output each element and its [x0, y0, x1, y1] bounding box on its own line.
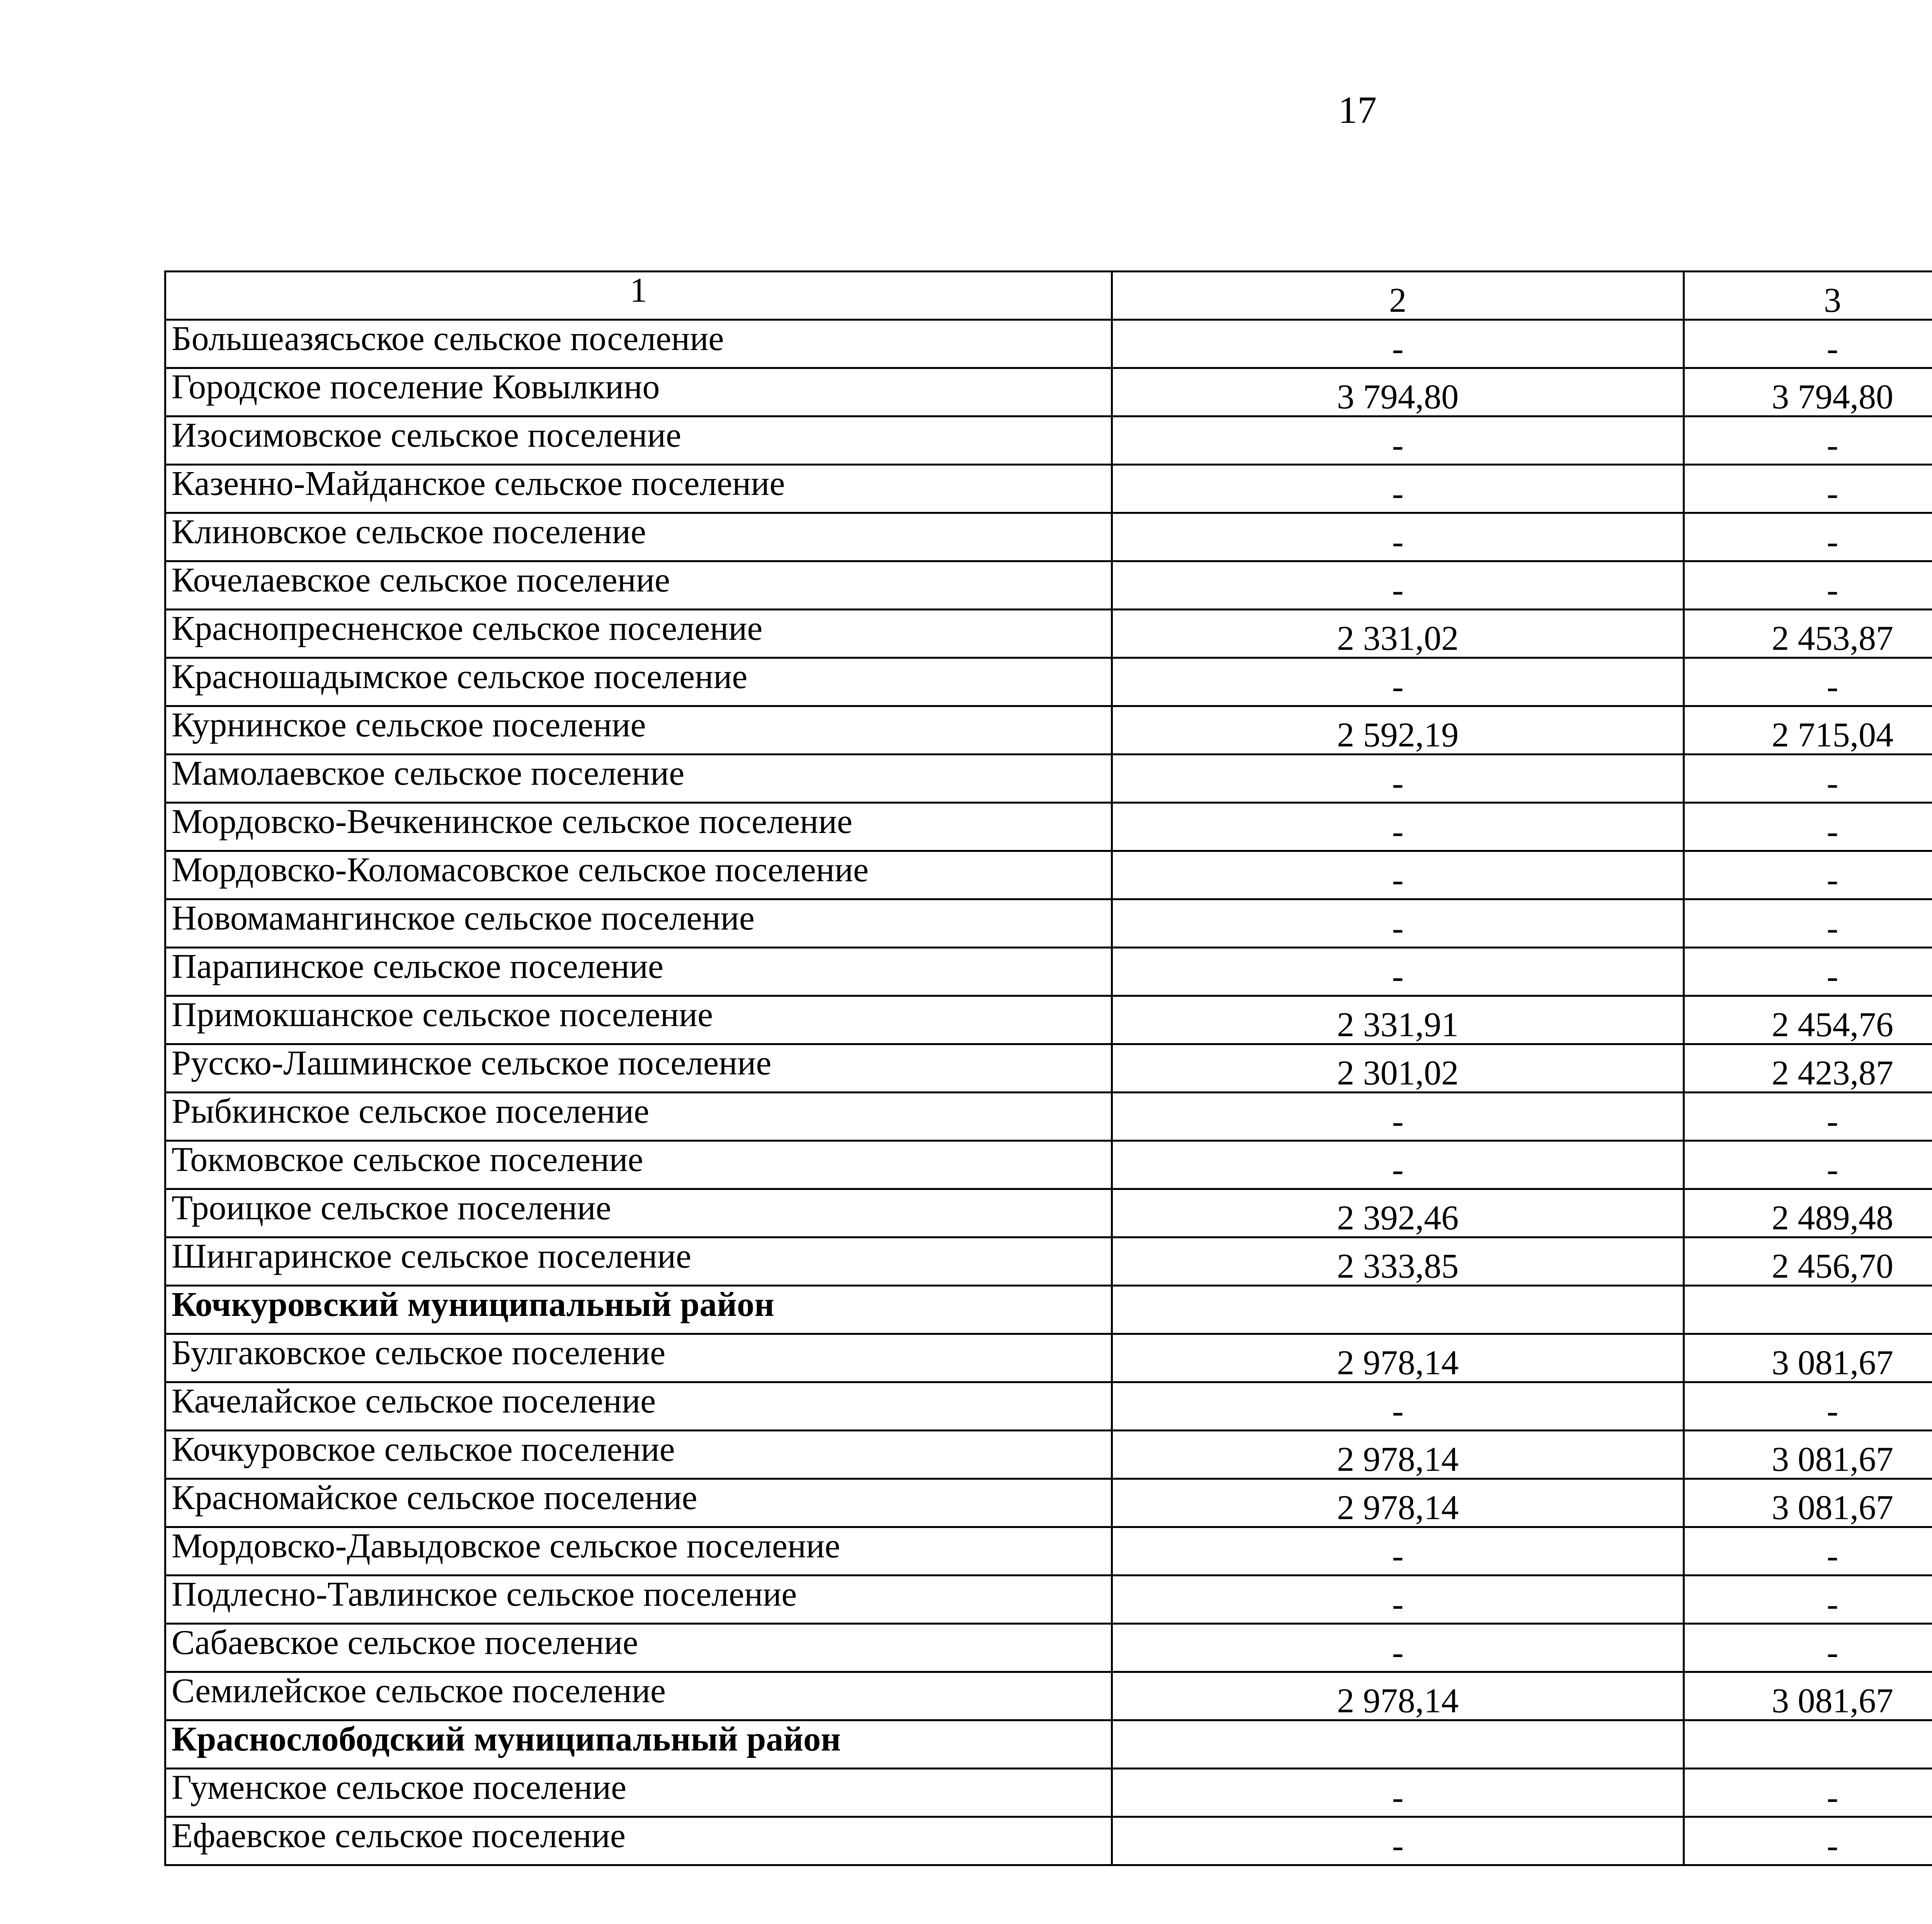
value-cell-col-2: - — [1112, 1382, 1684, 1431]
value-cell-col-3: 2 423,87 — [1684, 1044, 1932, 1093]
table-row — [165, 465, 1932, 513]
value-cell-col-3: 3 081,67 — [1684, 1479, 1932, 1527]
table-row — [165, 1189, 1932, 1237]
value-cell-col-2: - — [1112, 561, 1684, 610]
value-cell-col-3: - — [1684, 658, 1932, 706]
value-cell-col-3: 3 794,80 — [1684, 368, 1932, 416]
value-cell-col-3: - — [1684, 1527, 1932, 1576]
value-cell-col-2: 2 978,14 — [1112, 1431, 1684, 1479]
settlement-name-cell: Казенно-Майданское сельское поселение — [165, 465, 1112, 513]
value-cell-col-3: - — [1684, 851, 1932, 899]
value-cell-col-2: - — [1112, 465, 1684, 513]
settlement-name-cell: Булгаковское сельское поселение — [165, 1334, 1112, 1382]
settlement-name-cell: Мамолаевское сельское поселение — [165, 755, 1112, 803]
value-cell-col-2 — [1112, 1720, 1684, 1769]
settlement-name-cell: Рыбкинское сельское поселение — [165, 1093, 1112, 1141]
settlement-name-cell: Кочкуровское сельское поселение — [165, 1431, 1112, 1479]
value-cell-col-2: - — [1112, 1527, 1684, 1576]
value-cell-col-3: 2 489,48 — [1684, 1189, 1932, 1237]
table-row — [165, 1624, 1932, 1672]
table-row — [165, 1769, 1932, 1817]
value-cell-col-2: - — [1112, 851, 1684, 899]
value-cell-col-3: - — [1684, 1817, 1932, 1865]
value-cell-col-2: - — [1112, 320, 1684, 368]
table-row — [165, 899, 1932, 948]
table-row — [165, 610, 1932, 658]
table-row — [165, 1334, 1932, 1382]
settlement-name-cell: Красношадымское сельское поселение — [165, 658, 1112, 706]
value-cell-col-3: 2 715,04 — [1684, 706, 1932, 755]
table-row — [165, 368, 1932, 416]
data-table — [164, 270, 1932, 1866]
settlement-name-cell: Примокшанское сельское поселение — [165, 996, 1112, 1044]
settlement-name-cell: Подлесно-Тавлинское сельское поселение — [165, 1576, 1112, 1624]
table-row — [165, 1382, 1932, 1431]
value-cell-col-2: - — [1112, 1624, 1684, 1672]
table-row — [165, 1576, 1932, 1624]
value-cell-col-3: - — [1684, 948, 1932, 996]
table-row — [165, 320, 1932, 368]
value-cell-col-3: - — [1684, 899, 1932, 948]
page-number: 17 — [1338, 88, 1377, 131]
settlement-name-cell: Городское поселение Ковылкино — [165, 368, 1112, 416]
value-cell-col-3: - — [1684, 1769, 1932, 1817]
value-cell-col-2: - — [1112, 1576, 1684, 1624]
value-cell-col-3: - — [1684, 513, 1932, 561]
header-cell-3: 3 — [1684, 272, 1932, 320]
settlement-name-cell: Кочкуровский муниципальный район — [165, 1286, 1112, 1334]
header-cell-2: 2 — [1112, 272, 1684, 320]
settlement-name-cell: Семилейское сельское поселение — [165, 1672, 1112, 1720]
settlement-name-cell: Мордовско-Вечкенинское сельское поселение — [165, 803, 1112, 851]
table-row — [165, 1817, 1932, 1865]
value-cell-col-2: - — [1112, 948, 1684, 996]
value-cell-col-3: - — [1684, 416, 1932, 465]
settlement-name-cell: Троицкое сельское поселение — [165, 1189, 1112, 1237]
settlement-name-cell: Красномайское сельское поселение — [165, 1479, 1112, 1527]
value-cell-col-2: - — [1112, 755, 1684, 803]
table-row — [165, 513, 1932, 561]
table-row — [165, 996, 1932, 1044]
table-header-row — [165, 272, 1932, 320]
table-row — [165, 1527, 1932, 1576]
settlement-name-cell: Мордовско-Давыдовское сельское поселение — [165, 1527, 1112, 1576]
table-row — [165, 948, 1932, 996]
settlement-name-cell: Парапинское сельское поселение — [165, 948, 1112, 996]
settlement-name-cell: Большеазясьское сельское поселение — [165, 320, 1112, 368]
value-cell-col-2: - — [1112, 1093, 1684, 1141]
value-cell-col-2: - — [1112, 416, 1684, 465]
value-cell-col-2: 2 333,85 — [1112, 1237, 1684, 1286]
value-cell-col-2: 3 794,80 — [1112, 368, 1684, 416]
value-cell-col-2: 2 301,02 — [1112, 1044, 1684, 1093]
settlement-name-cell: Краснослободский муниципальный район — [165, 1720, 1112, 1769]
value-cell-col-3: - — [1684, 465, 1932, 513]
value-cell-col-3: 3 081,67 — [1684, 1672, 1932, 1720]
settlement-name-cell: Изосимовское сельское поселение — [165, 416, 1112, 465]
value-cell-col-2 — [1112, 1286, 1684, 1334]
settlement-name-cell: Русско-Лашминское сельское поселение — [165, 1044, 1112, 1093]
table-row — [165, 1141, 1932, 1189]
value-cell-col-2: 2 331,91 — [1112, 996, 1684, 1044]
value-cell-col-3: - — [1684, 755, 1932, 803]
table-row — [165, 755, 1932, 803]
settlement-name-cell: Краснопресненское сельское поселение — [165, 610, 1112, 658]
value-cell-col-2: 2 978,14 — [1112, 1672, 1684, 1720]
table-row — [165, 1431, 1932, 1479]
value-cell-col-2: 2 331,02 — [1112, 610, 1684, 658]
value-cell-col-3: 3 081,67 — [1684, 1334, 1932, 1382]
value-cell-col-2: - — [1112, 899, 1684, 948]
value-cell-col-2: - — [1112, 1141, 1684, 1189]
settlement-name-cell: Шингаринское сельское поселение — [165, 1237, 1112, 1286]
section-row — [165, 1720, 1932, 1769]
table-row — [165, 1093, 1932, 1141]
settlement-name-cell: Токмовское сельское поселение — [165, 1141, 1112, 1189]
section-row — [165, 1286, 1932, 1334]
settlement-name-cell: Новомамангинское сельское поселение — [165, 899, 1112, 948]
value-cell-col-2: - — [1112, 1817, 1684, 1865]
value-cell-col-2: - — [1112, 513, 1684, 561]
table-row — [165, 658, 1932, 706]
table-row — [165, 1479, 1932, 1527]
value-cell-col-3 — [1684, 1720, 1932, 1769]
value-cell-col-3: - — [1684, 561, 1932, 610]
table-row — [165, 1044, 1932, 1093]
settlement-name-cell: Курнинское сельское поселение — [165, 706, 1112, 755]
settlement-name-cell: Кочелаевское сельское поселение — [165, 561, 1112, 610]
value-cell-col-3: - — [1684, 1624, 1932, 1672]
value-cell-col-3: 2 456,70 — [1684, 1237, 1932, 1286]
value-cell-col-2: 2 392,46 — [1112, 1189, 1684, 1237]
value-cell-col-3: 2 454,76 — [1684, 996, 1932, 1044]
value-cell-col-2: - — [1112, 658, 1684, 706]
value-cell-col-2: - — [1112, 1769, 1684, 1817]
settlement-name-cell: Клиновское сельское поселение — [165, 513, 1112, 561]
table-row — [165, 416, 1932, 465]
settlement-name-cell: Ефаевское сельское поселение — [165, 1817, 1112, 1865]
settlement-name-cell: Мордовско-Коломасовское сельское поселение — [165, 851, 1112, 899]
value-cell-col-3: - — [1684, 320, 1932, 368]
settlement-name-cell: Сабаевское сельское поселение — [165, 1624, 1112, 1672]
value-cell-col-3: - — [1684, 1093, 1932, 1141]
value-cell-col-2: - — [1112, 803, 1684, 851]
value-cell-col-3: - — [1684, 803, 1932, 851]
settlement-name-cell: Гуменское сельское поселение — [165, 1769, 1112, 1817]
value-cell-col-2: 2 978,14 — [1112, 1479, 1684, 1527]
value-cell-col-3: 2 453,87 — [1684, 610, 1932, 658]
value-cell-col-3: - — [1684, 1382, 1932, 1431]
table-row — [165, 851, 1932, 899]
table-row — [165, 706, 1932, 755]
value-cell-col-2: 2 592,19 — [1112, 706, 1684, 755]
table-row — [165, 561, 1932, 610]
value-cell-col-3: - — [1684, 1141, 1932, 1189]
value-cell-col-3: - — [1684, 1576, 1932, 1624]
value-cell-col-3 — [1684, 1286, 1932, 1334]
value-cell-col-2: 2 978,14 — [1112, 1334, 1684, 1382]
value-cell-col-3: 3 081,67 — [1684, 1431, 1932, 1479]
settlement-name-cell: Качелайское сельское поселение — [165, 1382, 1112, 1431]
header-cell-1: 1 — [165, 272, 1112, 320]
table-row — [165, 1672, 1932, 1720]
table-body — [165, 272, 1932, 1865]
table-row — [165, 1237, 1932, 1286]
table-row — [165, 803, 1932, 851]
